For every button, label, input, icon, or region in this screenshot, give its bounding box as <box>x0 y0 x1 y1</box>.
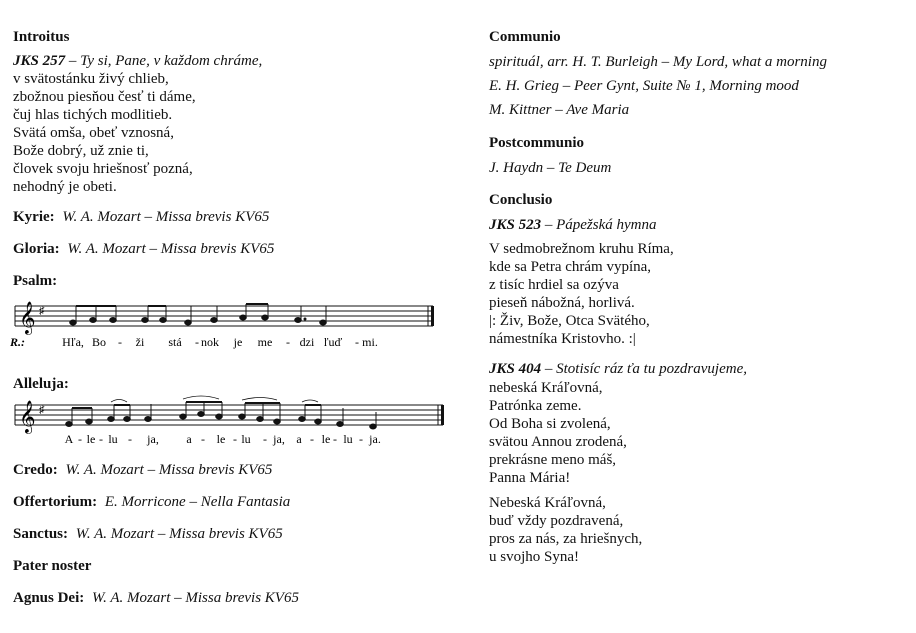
lyric-syllable: - <box>310 432 314 446</box>
staff-lines <box>15 306 433 326</box>
agnus-label: Agnus Dei: <box>13 590 85 606</box>
pater-noster-label: Pater noster <box>13 558 92 574</box>
introitus-hymn-title <box>13 53 262 70</box>
lyric-line: zbožnou piesňou česť ti dáme, <box>13 89 196 105</box>
hymn2-title <box>489 361 747 378</box>
hymn2-lyrics <box>489 379 627 487</box>
sanctus-row <box>13 526 283 543</box>
lyric-line: |: Živ, Bože, Otca Svätého, <box>489 313 650 329</box>
lyric-syllable: a <box>186 432 192 446</box>
lyric-line: Bože dobrý, už znie ti, <box>13 143 149 159</box>
lyric-syllable: - <box>195 335 199 349</box>
lyric-syllable: - <box>118 335 122 349</box>
credo-row <box>13 462 272 479</box>
hymn1-ref: JKS 523 <box>489 217 542 233</box>
lyric-line: človek svoju hriešnosť pozná, <box>13 161 193 177</box>
hymn2-title-text: – Stotisíc ráz ťa tu pozdravujeme, <box>544 361 747 377</box>
communio-item: E. H. Grieg – Peer Gynt, Suite № 1, Morning mood <box>489 78 799 94</box>
offertorium-label: Offertorium: <box>13 494 98 510</box>
kyrie-label: Kyrie: <box>13 209 55 225</box>
lyric-line: z tisíc hrdiel sa ozýva <box>489 277 619 293</box>
lyric-line: u svojho Syna! <box>489 549 579 565</box>
kyrie-value: W. A. Mozart – Missa brevis KV65 <box>62 209 270 225</box>
lyric-line: pros za nás, za hriešnych, <box>489 531 643 547</box>
final-bar-thick <box>441 405 444 425</box>
lyric-syllable: lu <box>108 432 118 446</box>
lyric-line: čuj hlas tichých modlitieb. <box>13 107 173 123</box>
lyric-syllable: ja. <box>369 432 381 446</box>
lyric-line: nehodný je obeti. <box>13 179 117 195</box>
lyric-syllable: Hľa, <box>62 335 84 349</box>
psalm-label: Psalm: <box>13 273 58 289</box>
lyric-syllable: ľuď <box>323 335 343 349</box>
sharp-icon: ♯ <box>39 305 45 317</box>
treble-clef-icon: 𝄞 <box>19 303 36 334</box>
introitus-lyrics <box>13 70 196 196</box>
introitus-ref: JKS 257 <box>13 53 66 69</box>
communio-item: spirituál, arr. H. T. Burleigh – My Lord, what a morning <box>489 54 827 70</box>
lyric-syllable: me <box>257 335 273 349</box>
lyric-syllable: a <box>296 432 302 446</box>
lyric-syllable: le <box>321 432 331 446</box>
lyric-line: prekrásne meno máš, <box>489 452 617 468</box>
gloria-label: Gloria: <box>13 241 60 257</box>
hymn2-ref: JKS 404 <box>489 361 542 377</box>
lyric-line: V sedmobrežnom kruhu Ríma, <box>489 241 674 257</box>
lyric-syllable: dzi <box>299 335 315 349</box>
lyric-syllable: je <box>233 335 243 349</box>
sanctus-value: W. A. Mozart – Missa brevis KV65 <box>75 526 283 542</box>
lyric-line: nebeská Kráľovná, <box>489 380 603 396</box>
lyric-line: svätou Annou zrodená, <box>489 434 627 450</box>
final-bar-thick <box>431 306 434 326</box>
lyric-syllable: nok <box>201 335 219 349</box>
introitus-heading: Introitus <box>13 29 70 45</box>
lyric-syllable: Bo <box>91 335 107 349</box>
lyric-line: Svätá omša, obeť vznosná, <box>13 125 174 141</box>
lyric-syllable: A <box>64 432 74 446</box>
lyric-syllable: - <box>333 432 337 446</box>
treble-clef-icon: 𝄞 <box>19 402 36 433</box>
hymn1-title-text: – Pápežská hymna <box>544 217 657 233</box>
gloria-row <box>13 241 274 258</box>
introitus-title: – Ty si, Pane, v každom chráme, <box>68 53 263 69</box>
sanctus-label: Sanctus: <box>13 526 69 542</box>
sharp-icon: ♯ <box>39 404 45 416</box>
lyric-line: námestníka Kristovho. :| <box>489 331 636 347</box>
communio-item: M. Kittner – Ave Maria <box>489 102 630 118</box>
offertorium-value: E. Morricone – Nella Fantasia <box>104 494 291 510</box>
lyric-syllable: - <box>263 432 267 446</box>
alleluja-music-staff <box>13 392 448 450</box>
lyric-syllable: - <box>359 432 363 446</box>
psalm-notes <box>70 304 327 325</box>
lyric-line: Nebeská Kráľovná, <box>489 495 606 511</box>
postcommunio-heading: Postcommunio <box>489 135 584 151</box>
psalm-syllables <box>62 335 378 349</box>
lyric-syllable: le <box>86 432 96 446</box>
hymn1-lyrics <box>489 240 674 348</box>
credo-value: W. A. Mozart – Missa brevis KV65 <box>65 462 273 478</box>
lyric-syllable: ja, <box>273 432 285 446</box>
lyric-line: kde sa Petra chrám vypína, <box>489 259 652 275</box>
lyric-syllable: - <box>355 335 359 349</box>
offertorium-row <box>13 494 290 511</box>
agnus-row <box>13 590 299 607</box>
lyric-syllable: - <box>99 432 103 446</box>
hymn2-stanza2 <box>489 494 642 566</box>
lyric-syllable: stá <box>168 335 182 349</box>
lyric-syllable: le <box>216 432 226 446</box>
communio-heading: Communio <box>489 29 561 45</box>
alleluja-label: Alleluja: <box>13 376 69 392</box>
gloria-value: W. A. Mozart – Missa brevis KV65 <box>67 241 275 257</box>
lyric-line: v svätostánku živý chlieb, <box>13 71 169 87</box>
kyrie-row <box>13 209 269 226</box>
lyric-line: Od Boha si zvolená, <box>489 416 611 432</box>
postcommunio-item: J. Haydn – Te Deum <box>489 160 612 176</box>
lyric-syllable: - <box>78 432 82 446</box>
lyric-syllable: ži <box>135 335 145 349</box>
lyric-line: Patrónka zeme. <box>489 398 582 414</box>
lyric-syllable: lu <box>343 432 353 446</box>
lyric-line: pieseň nábožná, horlivá. <box>489 295 635 311</box>
lyric-syllable: mi. <box>362 335 378 349</box>
lyric-line: Panna Mária! <box>489 470 571 486</box>
psalm-lead: R.: <box>10 335 25 349</box>
alleluja-syllables <box>65 432 381 446</box>
lyric-syllable: lu <box>241 432 251 446</box>
lyric-syllable: ja, <box>147 432 159 446</box>
lyric-syllable: - <box>128 432 132 446</box>
hymn1-title <box>489 217 657 234</box>
psalm-music-staff <box>10 300 438 352</box>
agnus-value: W. A. Mozart – Missa brevis KV65 <box>92 590 299 606</box>
lyric-syllable: - <box>286 335 290 349</box>
lyric-line: buď vždy pozdravená, <box>489 513 624 529</box>
conclusio-heading: Conclusio <box>489 192 553 208</box>
credo-label: Credo: <box>13 462 58 478</box>
lyric-syllable: - <box>201 432 205 446</box>
lyric-syllable: - <box>233 432 237 446</box>
